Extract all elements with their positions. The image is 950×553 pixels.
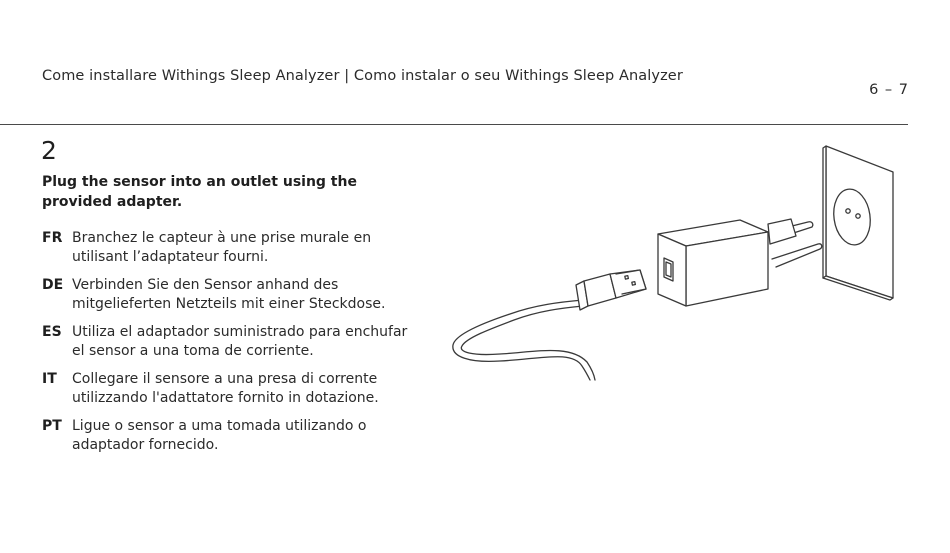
translation-text: Ligue o sensor a uma tomada utilizando o adaptador fornecido.: [72, 418, 367, 453]
language-code: PT: [42, 418, 62, 434]
translation-text: Verbinden Sie den Sensor anhand des mitgelieferten Netzteils mit einer Steckdose.: [72, 277, 386, 312]
translation-list: [42, 229, 412, 464]
translation-text: Utiliza el adaptador suministrado para enchufar el sensor a una toma de corriente.: [72, 324, 408, 359]
usb-connector: [576, 270, 646, 310]
language-code: IT: [42, 371, 57, 387]
wall-outlet: [823, 146, 893, 300]
translation-it: [42, 370, 412, 408]
translation-pt: [42, 417, 412, 455]
language-code: ES: [42, 324, 62, 340]
step-number: 2: [41, 136, 57, 165]
step-title: Plug the sensor into an outlet using the provided adapter.: [42, 174, 357, 210]
plug-prongs: [768, 219, 822, 267]
translation-text: Branchez le capteur à une prise murale en utilisant l’adaptateur fourni.: [72, 230, 372, 265]
power-adapter: [658, 220, 768, 306]
adapter-illustration: [440, 140, 900, 390]
language-code: DE: [42, 277, 64, 293]
header-title: Come installare Withings Sleep Analyzer | Como instalar o seu Withings Sleep Analyzer: [42, 68, 683, 84]
translation-es: [42, 323, 412, 361]
page-number: 6 – 7: [869, 82, 909, 98]
translation-de: [42, 276, 412, 314]
translation-fr: [42, 229, 412, 267]
translation-text: Collegare il sensore a una presa di corrente utilizzando l'adattatore fornito in dotazione.: [72, 371, 379, 406]
header-divider: [0, 124, 908, 125]
language-code: FR: [42, 230, 63, 246]
usb-cable: [453, 300, 595, 380]
